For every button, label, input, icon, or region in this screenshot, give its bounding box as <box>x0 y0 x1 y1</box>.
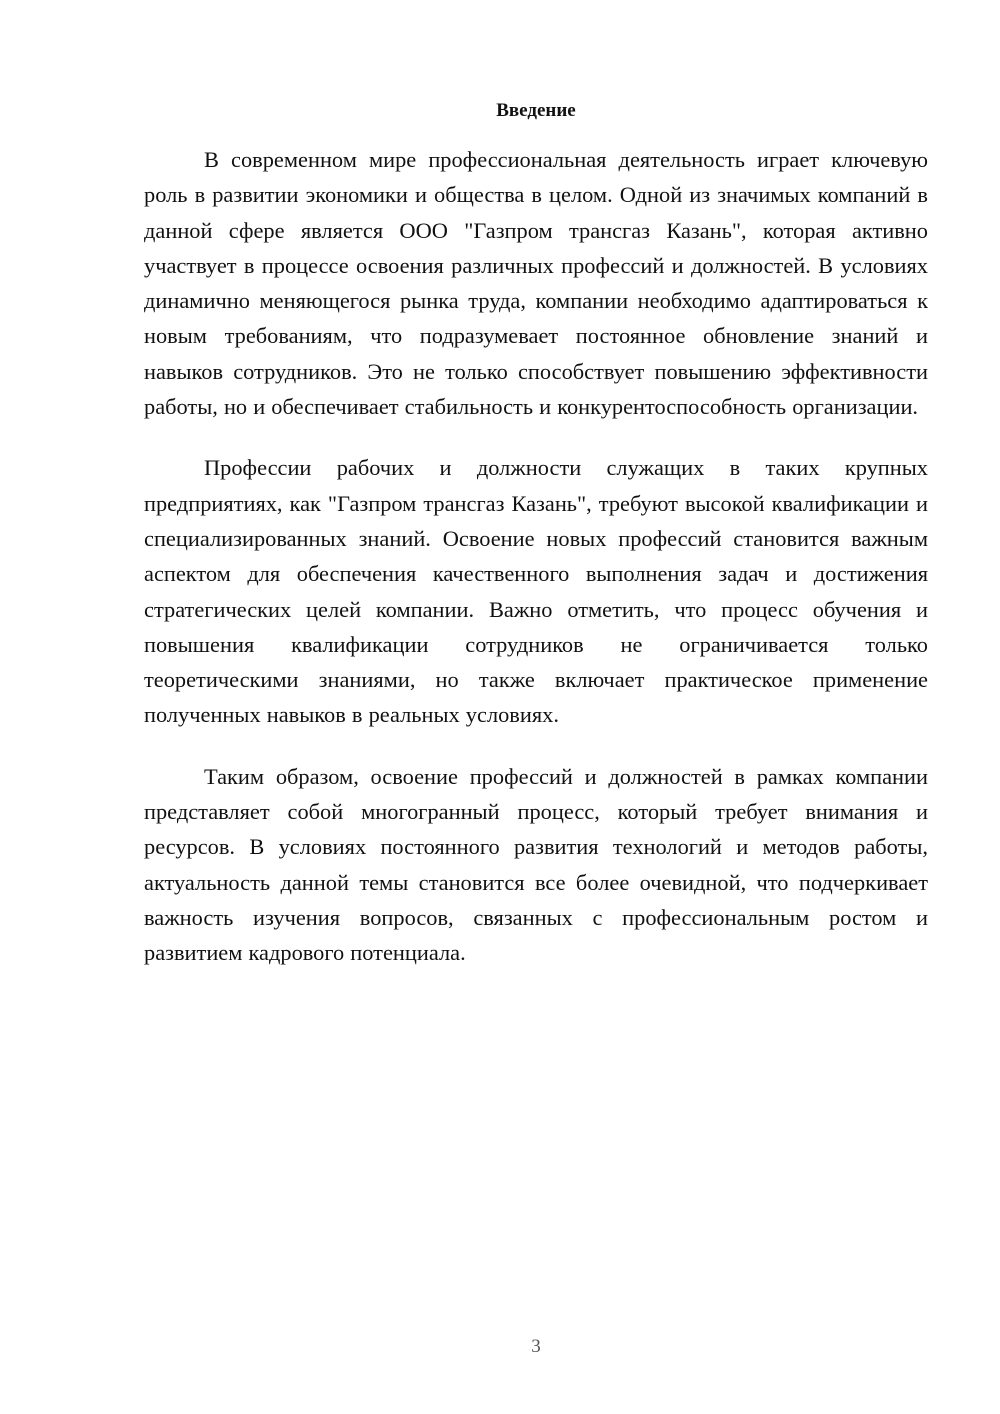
paragraph-3: Таким образом, освоение профессий и должностей в рамках компании представляет собой многогранный процесс, который требует внимания и ресурсов. В условиях постоянного развития технологий и методов работы, актуальность данной темы становится все более очевидной, что подчеркивает важность изучения вопросов, связанных с профессиональным ростом и развитием кадрового потенциала. <box>144 763 928 966</box>
paragraph-1: В современном мире профессиональная деятельность играет ключевую роль в развитии экономики и общества в целом. Одной из значимых компаний в данной сфере является ООО "Газпром трансгаз Казань", которая активно участвует в процессе освоения различных профессий и должностей. В условиях динамично меняющегося рынка труда, компании необходимо адаптироваться к новым требованиям, что подразумевает постоянное обновление знаний и навыков сотрудников. Это не только способствует повышению эффективности работы, но и обеспечивает стабильность и конкурентоспособность организации. <box>144 147 928 420</box>
page-number: 3 <box>531 1336 541 1357</box>
section-heading: Введение <box>496 100 576 121</box>
body-text <box>144 142 928 997</box>
paragraph-2: Профессии рабочих и должности служащих в таких крупных предприятиях, как "Газпром трансгаз Казань", требуют высокой квалификации и специализированных знаний. Освоение новых профессий становится важным аспектом для обеспечения качественного выполнения задач и достижения стратегических целей компании. Важно отметить, что процесс обучения и повышения квалификации сотрудников не ограничивается только теоретическими знаниями, но также включает практическое применение полученных навыков в реальных условиях. <box>144 455 928 728</box>
